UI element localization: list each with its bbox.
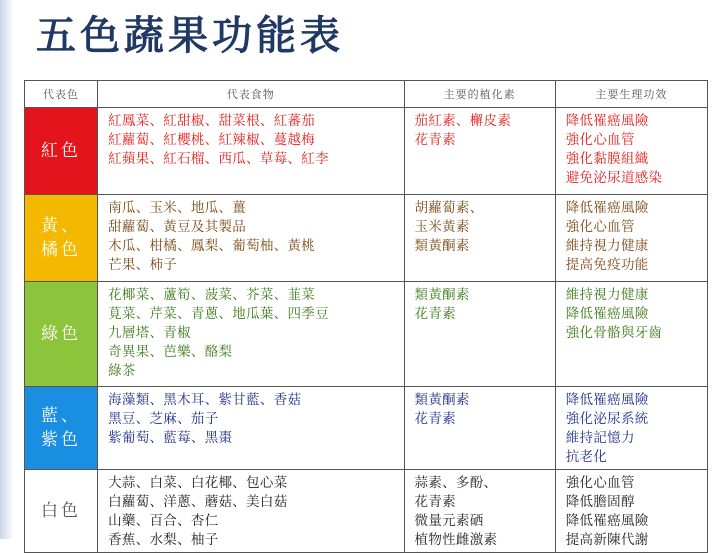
- food-line: 奇異果、芭樂、酪梨: [108, 344, 233, 360]
- effect-line: 強化心血管: [565, 219, 635, 235]
- phytochemical-line: 茄紅素、檞皮素: [414, 113, 512, 129]
- color-label-text: 藍、: [41, 406, 82, 426]
- foods-cell: [98, 470, 404, 553]
- color-label-text: 紫色: [41, 430, 82, 450]
- food-line: 莧菜、芹菜、青蔥、地瓜葉、四季豆: [108, 306, 329, 322]
- foods-cell: [98, 195, 404, 282]
- color-label-cell: [25, 387, 98, 470]
- effect-line: 提高新陳代謝: [565, 532, 649, 548]
- effects-cell: [555, 195, 707, 282]
- effect-line: 強化泌尿系統: [565, 411, 649, 427]
- food-line: 綠茶: [108, 363, 136, 379]
- foods-cell: [98, 282, 404, 387]
- table-row: [25, 470, 708, 553]
- effect-line: 提高免疫功能: [565, 257, 649, 273]
- phytochemical-line: 微量元素硒: [414, 513, 484, 529]
- effect-line: 強化心血管: [565, 132, 635, 148]
- phytochemical-line: 胡蘿蔔素、: [414, 200, 484, 216]
- effects-cell: [555, 108, 707, 195]
- color-label-text: 綠色: [41, 324, 82, 344]
- food-line: 海藻類、黑木耳、紫甘藍、香菇: [108, 392, 302, 408]
- table-row: [25, 282, 708, 387]
- color-label-cell: [25, 195, 98, 282]
- effect-line: 強化心血管: [565, 475, 635, 491]
- page-title: 五色蔬果功能表: [36, 12, 344, 59]
- phytochemical-line: 植物性雌激素: [414, 532, 498, 548]
- table-row: [25, 387, 708, 470]
- food-line: 紅蘿蔔、紅櫻桃、紅辣椒、蔓越梅: [108, 132, 316, 148]
- effect-line: 避免泌尿道感染: [565, 170, 663, 186]
- phytochemical-line: 類黃酮素: [414, 238, 470, 254]
- phytochemical-line: 蒜素、多酚、: [414, 475, 498, 491]
- phytochemical-cell: [404, 195, 555, 282]
- food-line: 九層塔、青椒: [108, 325, 191, 341]
- phytochemical-line: 類黃酮素: [414, 392, 470, 408]
- color-label-text: 黃、: [41, 216, 82, 236]
- header-foods: 代表食物: [98, 81, 404, 108]
- food-line: 紅鳳菜、紅甜椒、甜菜根、紅蕃茄: [108, 113, 316, 129]
- food-line: 大蒜、白菜、白花椰、包心菜: [108, 475, 288, 491]
- header-effects: 主要生理功效: [555, 81, 707, 108]
- effect-line: 降低膽固醇: [565, 494, 635, 510]
- effect-line: 維持視力健康: [565, 287, 649, 303]
- effect-line: 抗老化: [565, 449, 608, 465]
- food-line: 花椰菜、蘆筍、菠菜、芥菜、韮菜: [108, 287, 316, 303]
- foods-cell: [98, 108, 404, 195]
- food-line: 黑豆、芝麻、茄子: [108, 411, 219, 427]
- color-label-text: 紅色: [41, 141, 82, 161]
- phytochemical-cell: [404, 108, 555, 195]
- phytochemical-cell: [404, 387, 555, 470]
- header-color: 代表色: [25, 81, 98, 108]
- vegetable-function-table: [24, 80, 708, 553]
- food-line: 木瓜、柑橘、鳳梨、葡萄柚、黃桃: [108, 238, 316, 254]
- table-header-row: [25, 81, 708, 108]
- phytochemical-line: 花青素: [414, 132, 456, 148]
- effects-cell: [555, 282, 707, 387]
- effect-line: 維持視力健康: [565, 238, 649, 254]
- effect-line: 強化骨骼與牙齒: [565, 325, 663, 341]
- effect-line: 強化黏膜組織: [565, 151, 649, 167]
- effects-cell: [555, 470, 707, 553]
- effect-line: 降低罹癌風險: [565, 200, 649, 216]
- header-phytochemicals: 主要的植化素: [404, 81, 555, 108]
- phytochemical-line: 花青素: [414, 494, 456, 510]
- foods-cell: [98, 387, 404, 470]
- food-line: 香蕉、水梨、柚子: [108, 532, 219, 548]
- food-line: 紅蘋果、紅石榴、西瓜、草莓、紅李: [108, 151, 329, 167]
- phytochemical-line: 類黃酮素: [414, 287, 470, 303]
- phytochemical-cell: [404, 282, 555, 387]
- color-label-text: 白色: [41, 501, 82, 521]
- phytochemical-cell: [404, 470, 555, 553]
- effects-cell: [555, 387, 707, 470]
- phytochemical-line: 花青素: [414, 306, 456, 322]
- table-row: [25, 195, 708, 282]
- food-line: 白蘿蔔、洋蔥、蘑菇、美白菇: [108, 494, 288, 510]
- effect-line: 降低罹癌風險: [565, 306, 649, 322]
- effect-line: 降低罹癌風險: [565, 392, 649, 408]
- slide-left-shadow: [0, 0, 14, 539]
- effect-line: 維持記憶力: [565, 430, 635, 446]
- phytochemical-line: 花青素: [414, 411, 456, 427]
- color-label-cell: [25, 108, 98, 195]
- food-line: 南瓜、玉米、地瓜、薑: [108, 200, 247, 216]
- color-label-cell: [25, 282, 98, 387]
- food-line: 山藥、百合、杏仁: [108, 513, 219, 529]
- effect-line: 降低罹癌風險: [565, 113, 649, 129]
- food-line: 芒果、柿子: [108, 257, 178, 273]
- food-line: 紫葡萄、藍莓、黑棗: [108, 430, 233, 446]
- color-label-text: 橘色: [41, 240, 82, 260]
- food-line: 甜蘿蔔、黃豆及其製品: [108, 219, 247, 235]
- phytochemical-line: 玉米黃素: [414, 219, 470, 235]
- color-label-cell: [25, 470, 98, 553]
- effect-line: 降低罹癌風險: [565, 513, 649, 529]
- table-row: [25, 108, 708, 195]
